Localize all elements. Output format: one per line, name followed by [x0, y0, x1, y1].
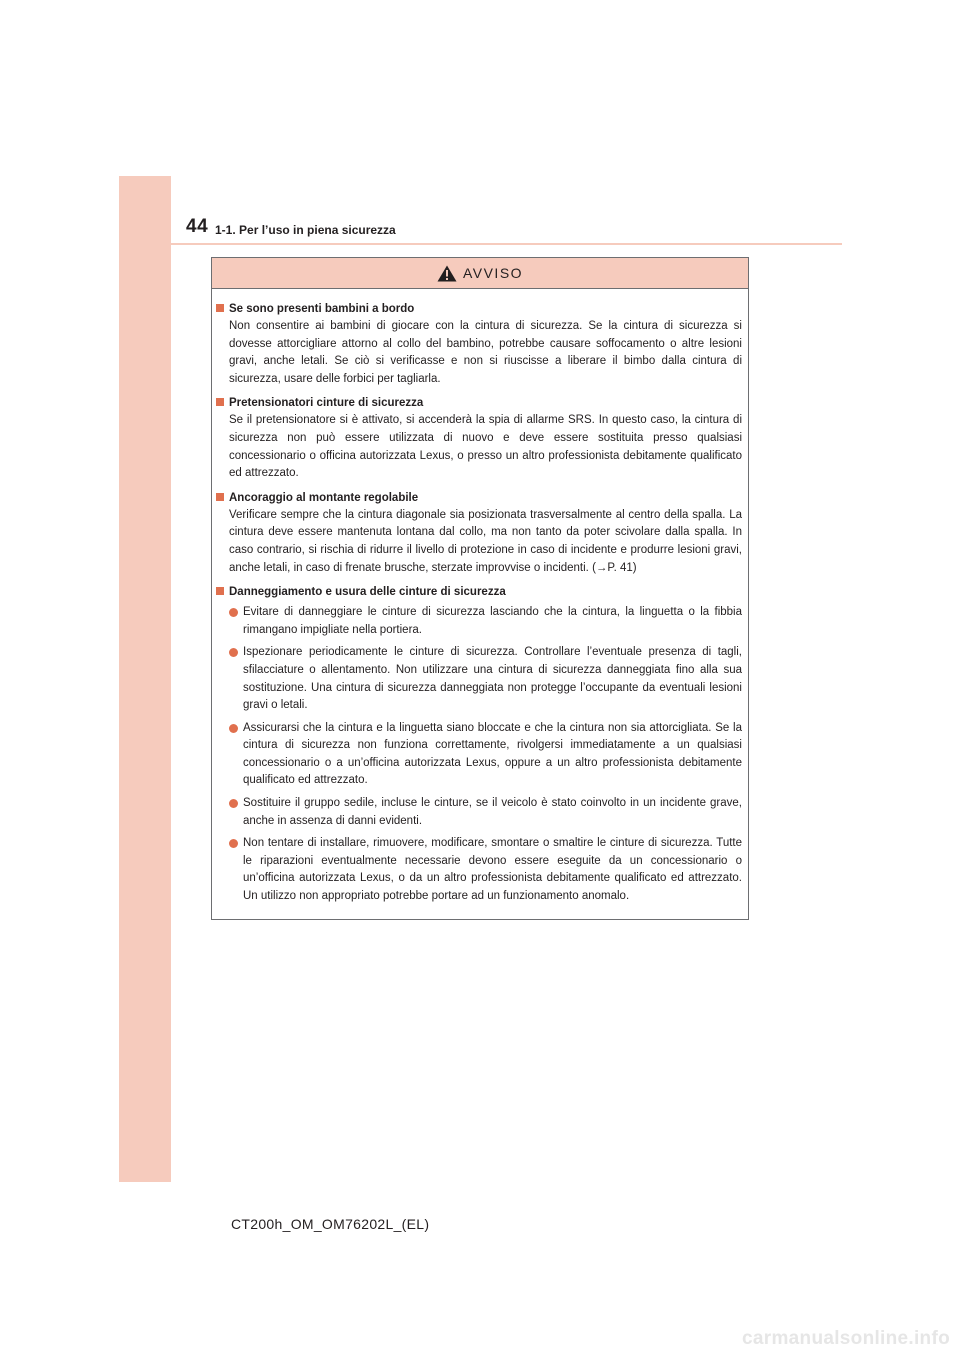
- document-id: CT200h_OM_OM76202L_(EL): [231, 1216, 430, 1232]
- list-item: [229, 644, 742, 714]
- section-heading: [216, 395, 742, 412]
- section-text: Verificare sempre che la cintura diagonale sia posizionata trasversalmente al centro della spalla. La cintura deve essere mantenuta lontana dal collo, ma non tanto da poter scivolare dalla spalla. In caso contrario, si rischia di ridurre il livello di protezione in caso di incidente e produrre lesioni gravi, anche letali, in caso di frenate brusche, sterzate improvvise o incidenti. (→P. 41): [229, 508, 742, 574]
- section-heading: [216, 490, 742, 507]
- list-item: [229, 795, 742, 830]
- warning-title: AVVISO: [462, 265, 524, 281]
- section-text: Se il pretensionatore si è attivato, si accenderà la spia di allarme SRS. In questo caso, la cintura di sicurezza non può essere utilizzata di nuovo e deve essere sostituita presso qualsiasi concessionario o officina autorizzata Lexus, o presso un altro professionista debitamente qualificato ed attrezzato.: [229, 414, 742, 480]
- list-item-text: Assicurarsi che la cintura e la linguetta siano bloccate e che la cintura non sia attorcigliata. Se la cintura di sicurezza non funziona correttamente, rivolgersi immediatamente a un qualsiasi concessionario o a un’officina autorizzata Lexus, oppure a un altro professionista debitamente qualificato ed attrezzato.: [243, 721, 742, 787]
- round-bullet-icon: [229, 724, 238, 733]
- section-heading: [216, 301, 742, 318]
- round-bullet-icon: [229, 839, 238, 848]
- watermark: carmanualsonline.info: [742, 1328, 950, 1349]
- square-bullet-icon: [216, 587, 224, 595]
- warning-section-damage: [216, 584, 742, 906]
- square-bullet-icon: [216, 398, 224, 406]
- list-item: [229, 604, 742, 639]
- warning-header: [212, 258, 748, 289]
- square-bullet-icon: [216, 493, 224, 501]
- section-heading-text: Pretensionatori cinture di sicurezza: [229, 397, 424, 410]
- warning-section-pretensioners: [216, 395, 742, 482]
- page-number: 44: [186, 216, 209, 237]
- warning-body: [212, 289, 748, 906]
- list-item-text: Sostituire il gruppo sedile, incluse le cinture, se il veicolo è stato coinvolto in un incidente grave, anche in assenza di danni evidenti.: [243, 797, 742, 827]
- section-heading: [216, 584, 742, 601]
- warning-triangle-icon: [437, 265, 457, 282]
- warning-section-anchor: [216, 490, 742, 577]
- warning-box: [211, 257, 749, 920]
- side-color-band: [119, 176, 171, 1182]
- section-text: Non consentire ai bambini di giocare con la cintura di sicurezza. Se la cintura di sicurezza si dovesse attorcigliare attorno al collo del bambino, potrebbe causare soffocamento o altre lesioni gravi, anche letali. Se ciò si verificasse e non si riuscisse a liberare il bimbo dalla cintura di sicurezza, usare delle forbici per tagliarla.: [229, 320, 742, 385]
- list-item-text: Non tentare di installare, rimuovere, modificare, smontare o smaltire le cinture di sicurezza. Tutte le riparazioni eventualmente necessarie devono essere eseguite da un concessionario o un’officina autorizzata Lexus, o da un altro professionista debitamente qualificato ed attrezzato. Un utilizzo non appropriato potrebbe portare ad un funzionamento anomalo.: [243, 837, 742, 903]
- round-bullet-icon: [229, 799, 238, 808]
- list-item: [229, 720, 742, 790]
- square-bullet-icon: [216, 304, 224, 312]
- bullet-list: [216, 604, 742, 906]
- section-heading-text: Danneggiamento e usura delle cinture di sicurezza: [229, 586, 506, 599]
- section-heading-text: Se sono presenti bambini a bordo: [229, 303, 415, 315]
- section-heading-text: Ancoraggio al montante regolabile: [229, 491, 419, 504]
- round-bullet-icon: [229, 608, 238, 617]
- list-item-text: Ispezionare periodicamente le cinture di sicurezza. Controllare l’eventuale presenza di tagli, sfilacciature o allentamento. Non utilizzare una cintura di sicurezza danneggiata fino alla sua sostituzione. Una cintura di sicurezza danneggiata non protegge l’occupante da eventuali lesioni gravi o letali.: [243, 646, 742, 712]
- round-bullet-icon: [229, 648, 238, 657]
- section-title: 1-1. Per l’uso in piena sicurezza: [215, 223, 396, 237]
- list-item-text: Evitare di danneggiare le cinture di sicurezza lasciando che la cintura, la linguetta o la fibbia rimangano impigliate nella portiera.: [243, 606, 742, 636]
- warning-section-children: [216, 301, 742, 388]
- header-rule: [171, 243, 842, 245]
- list-item: [229, 835, 742, 905]
